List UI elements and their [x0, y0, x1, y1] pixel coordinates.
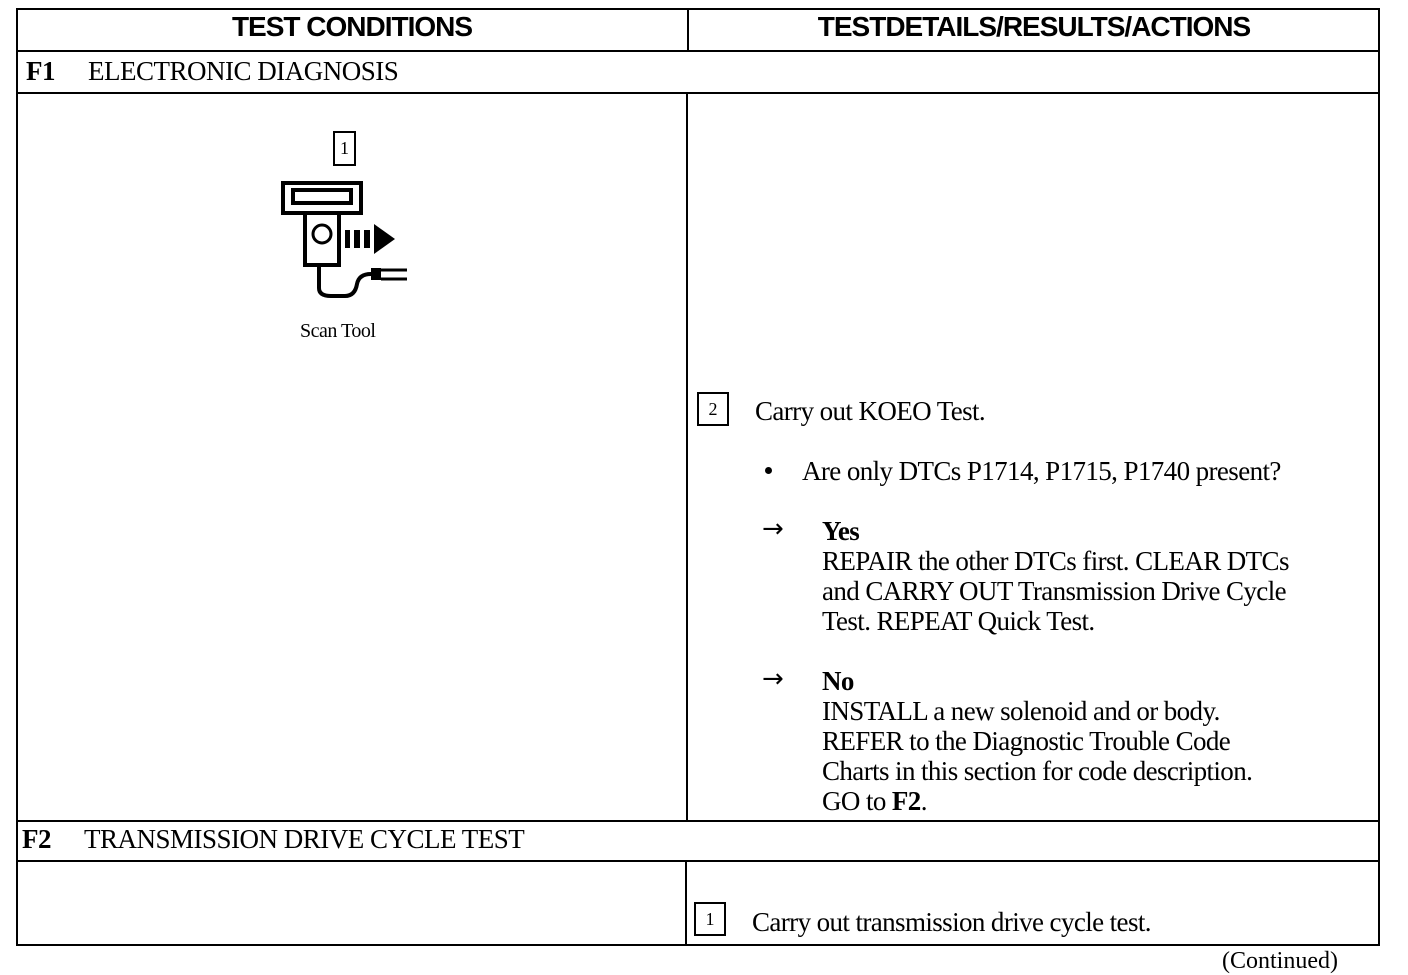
f1-title-divider — [16, 92, 1380, 94]
no-label: No — [822, 666, 854, 696]
f2-section-title — [22, 824, 524, 855]
no-line-2: REFER to the Diagnostic Trouble Code — [822, 726, 1231, 756]
question-bullet — [765, 467, 772, 474]
header-test-conditions: TEST CONDITIONS — [231, 11, 473, 42]
scan-tool-caption: Scan Tool — [300, 320, 376, 342]
f2-step-1-text: Carry out transmission drive cycle test. — [752, 907, 1151, 937]
no-arrow-icon: → — [762, 664, 784, 694]
no-line-1: INSTALL a new solenoid and or body. — [822, 696, 1220, 726]
header-column-divider — [687, 8, 689, 52]
yes-line-2: and CARRY OUT Transmission Drive Cycle — [822, 576, 1286, 606]
goto-suffix: . — [920, 786, 927, 816]
yes-arrow-icon: → — [762, 514, 784, 544]
step-1-box: 1 — [333, 131, 356, 166]
f2-step-1-box: 1 — [694, 902, 726, 936]
header-divider — [16, 50, 1380, 52]
header-test-details: TESTDETAILS/RESULTS/ACTIONS — [817, 11, 1251, 42]
step-2-text: Carry out KOEO Test. — [755, 396, 986, 426]
f1-section-title — [26, 56, 398, 87]
f1-title: ELECTRONIC DIAGNOSIS — [88, 56, 399, 86]
yes-label: Yes — [822, 516, 860, 546]
f2-title: TRANSMISSION DRIVE CYCLE TEST — [84, 824, 525, 854]
f2-top-divider — [16, 820, 1380, 822]
goto-prefix: GO to — [822, 786, 892, 816]
yes-line-1: REPAIR the other DTCs first. CLEAR DTCs — [822, 546, 1289, 576]
yes-line-3: Test. REPEAT Quick Test. — [822, 606, 1095, 636]
scan-tool-icon — [275, 178, 415, 303]
continued-note: (Continued) — [1222, 948, 1338, 974]
goto-line — [822, 786, 927, 816]
f1-column-divider — [686, 92, 688, 822]
question-text: Are only DTCs P1714, P1715, P1740 present? — [802, 456, 1281, 486]
f2-column-divider — [685, 860, 687, 946]
goto-target-link[interactable]: F2 — [891, 786, 921, 816]
f2-title-divider — [16, 860, 1380, 862]
no-line-3: Charts in this section for code description. — [822, 756, 1253, 786]
f2-code: F2 — [22, 824, 51, 854]
f1-code: F1 — [26, 56, 55, 86]
step-2-box: 2 — [697, 392, 729, 426]
